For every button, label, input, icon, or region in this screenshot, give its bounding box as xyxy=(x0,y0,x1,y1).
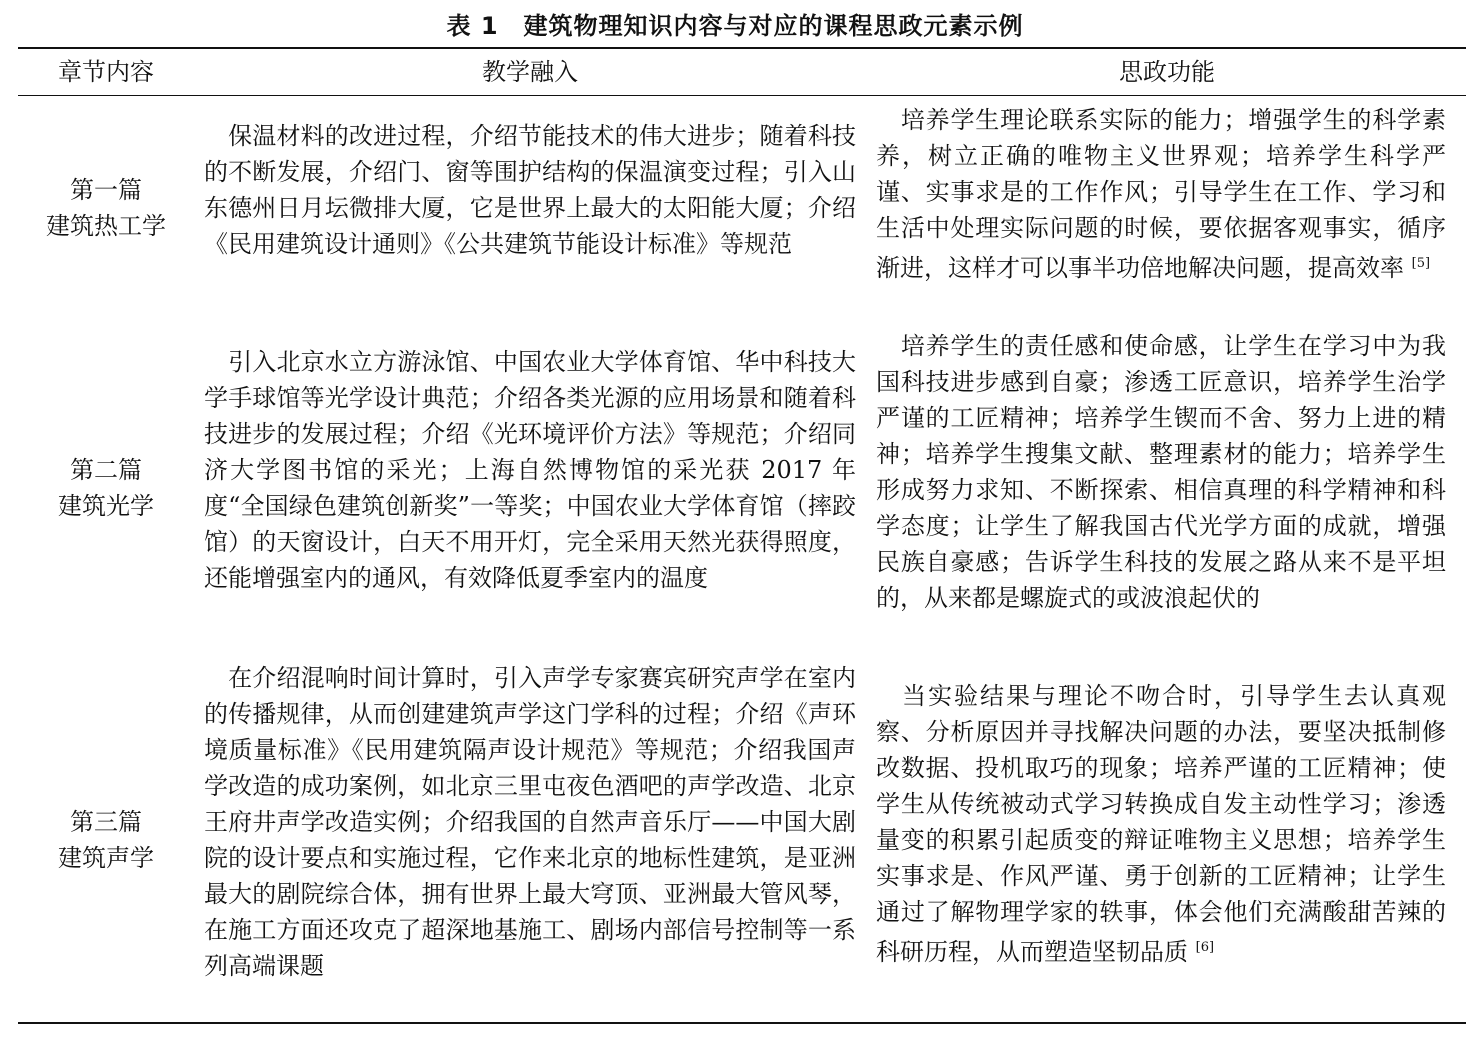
chapter-number: 第二篇 xyxy=(70,456,142,484)
teaching-cell xyxy=(204,118,856,262)
teaching-text: 保温材料的改进过程，介绍节能技术的伟大进步；随着科技的不断发展，介绍门、窗等围护结构的保温演变过程；引入山东德州日月坛微排大厦，它是世界上最大的太阳能大厦；介绍《民用建筑设计通则》《公共建筑节能设计标准》等规范 xyxy=(204,122,856,258)
chapter-number: 第一篇 xyxy=(70,176,142,204)
header-chapter: 章节内容 xyxy=(58,58,154,86)
citation-ref: [5] xyxy=(1411,256,1431,271)
citation-ref: [6] xyxy=(1195,940,1215,955)
chapter-number: 第三篇 xyxy=(70,808,142,836)
table-row-chapter xyxy=(18,804,194,876)
header-teaching: 教学融入 xyxy=(482,58,578,86)
function-text: 培养学生理论联系实际的能力；增强学生的科学素养，树立正确的唯物主义世界观；培养学生科学严谨、实事求是的工作作风；引导学生在工作、学习和生活中处理实际问题的时候，要依据客观事实，循序渐进，这样才可以事半功倍地解决问题，提高效率 xyxy=(876,106,1446,282)
function-cell xyxy=(876,328,1446,616)
bottom-rule xyxy=(18,1022,1466,1024)
teaching-cell xyxy=(204,660,856,984)
table-title: 表 1 建筑物理知识内容与对应的课程思政元素示例 xyxy=(446,12,1024,40)
chapter-name: 建筑声学 xyxy=(58,844,154,872)
top-rule xyxy=(18,47,1466,49)
table-row-chapter xyxy=(18,172,194,244)
chapter-name: 建筑光学 xyxy=(58,492,154,520)
function-cell xyxy=(876,678,1446,970)
header-rule xyxy=(18,95,1466,96)
teaching-cell xyxy=(204,344,856,596)
function-text: 培养学生的责任感和使命感，让学生在学习中为我国科技进步感到自豪；渗透工匠意识，培养学生治学严谨的工匠精神；培养学生锲而不舍、努力上进的精神；培养学生搜集文献、整理素材的能力；培养学生形成努力求知、不断探索、相信真理的科学精神和科学态度；让学生了解我国古代光学方面的成就，增强民族自豪感；告诉学生科技的发展之路从来不是平坦的，从来都是螺旋式的或波浪起伏的 xyxy=(876,332,1446,612)
table-row-chapter xyxy=(18,452,194,524)
function-cell xyxy=(876,102,1446,286)
teaching-text: 在介绍混响时间计算时，引入声学专家赛宾研究声学在室内的传播规律，从而创建建筑声学这门学科的过程；介绍《声环境质量标准》《民用建筑隔声设计规范》等规范；介绍我国声学改造的成功案例，如北京三里屯夜色酒吧的声学改造、北京王府井声学改造实例；介绍我国的自然声音乐厅——中国大剧院的设计要点和实施过程，它作来北京的地标性建筑，是亚洲最大的剧院综合体，拥有世界上最大穹顶、亚洲最大管风琴，在施工方面还攻克了超深地基施工、剧场内部信号控制等一系列高端课题 xyxy=(204,664,856,980)
chapter-name: 建筑热工学 xyxy=(46,212,166,240)
teaching-text: 引入北京水立方游泳馆、中国农业大学体育馆、华中科技大学手球馆等光学设计典范；介绍各类光源的应用场景和随着科技进步的发展过程；介绍《光环境评价方法》等规范；介绍同济大学图书馆的采光；上海自然博物馆的采光获 2017 年度“全国绿色建筑创新奖”一等奖；中国农业大学体育馆（摔跤馆）的天窗设计，白天不用开灯，完全采用天然光获得照度，还能增强室内的通风，有效降低夏季室内的温度 xyxy=(204,348,856,592)
header-function: 思政功能 xyxy=(1119,58,1215,86)
function-text: 当实验结果与理论不吻合时，引导学生去认真观察、分析原因并寻找解决问题的办法，要坚决抵制修改数据、投机取巧的现象；培养严谨的工匠精神；使学生从传统被动式学习转换成自发主动性学习；渗透量变的积累引起质变的辩证唯物主义思想；培养学生实事求是、作风严谨、勇于创新的工匠精神；让学生通过了解物理学家的轶事，体会他们充满酸甜苦辣的科研历程，从而塑造坚韧品质 xyxy=(876,682,1446,966)
